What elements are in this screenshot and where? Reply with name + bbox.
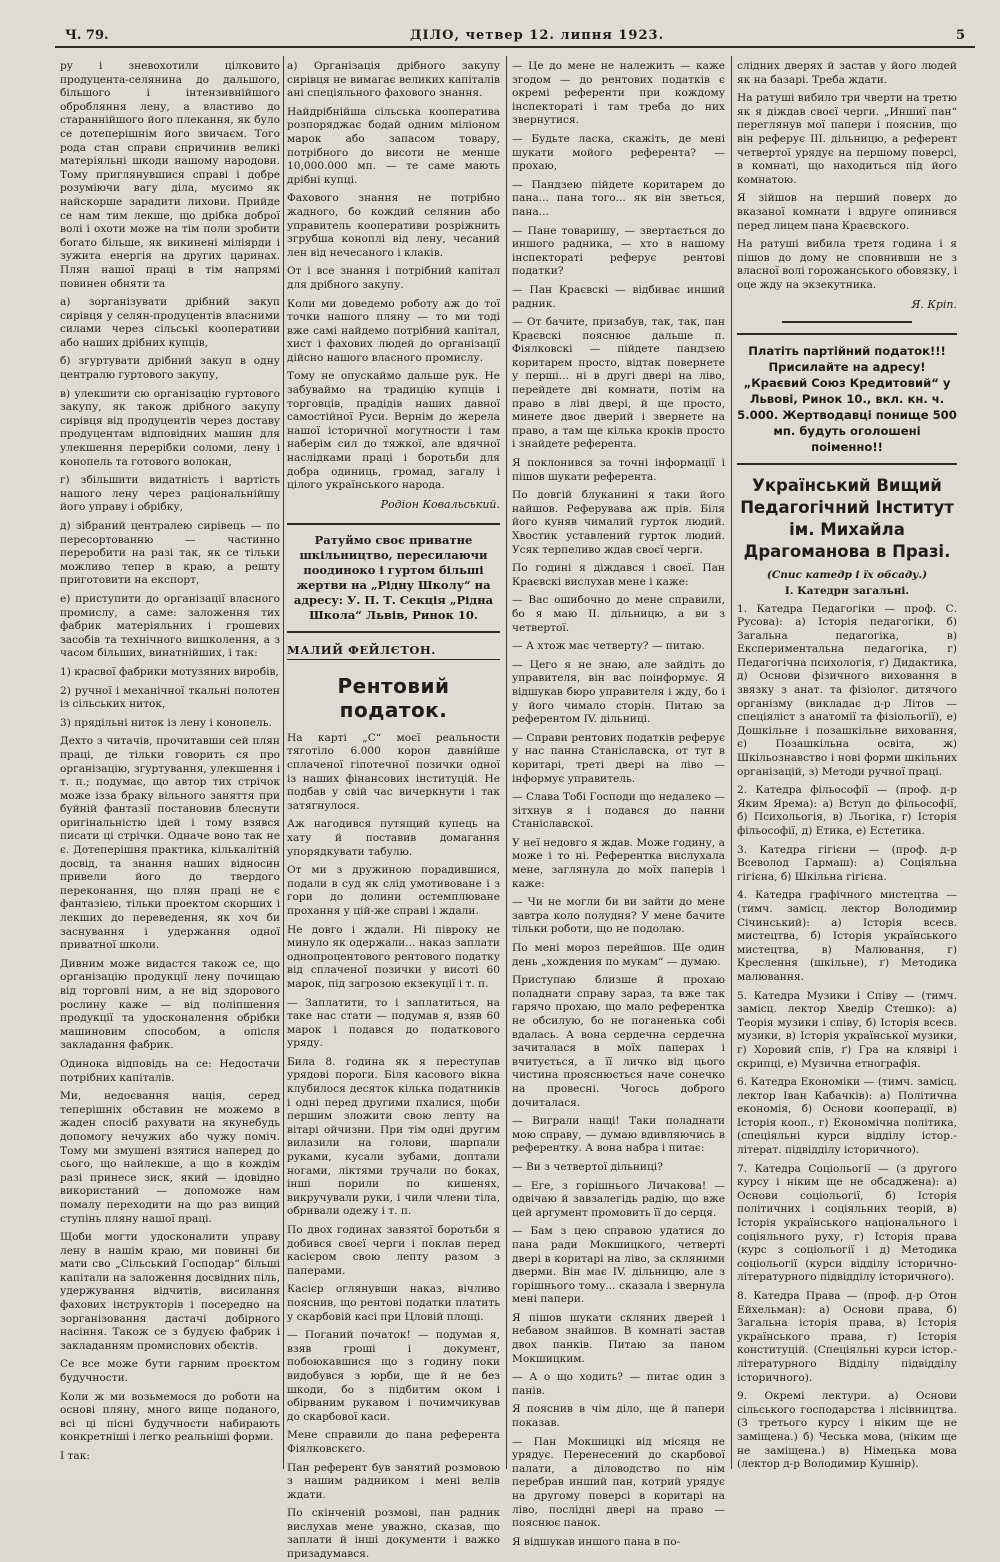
article-paragraph: — Еге, з горішнього Личакова! — одвічаю й завзалегідь радію, що вже цей аргумент промовить її до серця. — [512, 1179, 725, 1219]
article-headline: Рентовий податок. — [337, 673, 450, 722]
article-paragraph: От і все знання і потрібний капітал для дрібного закупу. — [287, 265, 500, 291]
article-paragraph: — От бачите, призабув, так, так, пан Краєвскі пояснює дальше п. Фіялковскі — пійдете пандзею коритарем просто, відтак повернете у перші... ні в другі двері на ліво, перейдете дві комнати, потім на право в ліві двері, й ще просто, минете двоє дверий і звернете на право, а там ще кілька кроків просто і знайдете референта. — [512, 316, 725, 451]
article-paragraph: Я зійшов на перший поверх до вказаної комнати і вдруге опинився перед лицем пана Краєвского. — [737, 192, 957, 232]
department-item: 3. Катедра гігієни — (проф. д-р Всеволод Гармаш): а) Соціяльна гігієна, б) Шкільна гігієна. — [737, 843, 957, 883]
article-paragraph: І так: — [60, 1450, 90, 1462]
article-paragraph: От ми з дружиною порадившися, подали в суд як слід умотивоване і з гори до долини остемплюване прохання у цій-же справі і ждали. — [287, 864, 500, 917]
article-paragraph: — Вас ошибочно до мене справили, бо я маю II. дільницю, а ви з четвертої. — [512, 594, 725, 634]
article-paragraph: — Поганий початок! — подумав я, взяв гроші і документ, побоюкавшися що з годину поки видобувся з юрби, ще й не без шкоди, бо з підбитим оком і обірваним рукавом і почимчикував до скарбової каси. — [287, 1329, 500, 1423]
party-tax-appeal: Платіть партійний податок!!! Присилайте на адресу! „Краєвий Союз Кредитовий“ у Львові, Ринок 10., вкл. кн. ч. 5.000. Жертводавці понище 500 мп. будуть оголошені поіменно!! — [737, 333, 957, 465]
article-paragraph: Аж нагодився путящий купець на хату й поставив домагання упорядкувати табулю. — [287, 818, 500, 858]
article-paragraph: а) Організація дрібного закупу сирівця не вимагає великих капіталів ані спеціяльного фахового знання. — [287, 60, 500, 100]
article-paragraph: д) зібраний централею сирівець — по пересортованню — частинно переробити на разі так, як се тільки можливо тепер в краю, а решту приготовити на експорт, — [60, 520, 280, 587]
department-item: 8. Катедра Права — (проф. д-р Отон Ейхельман): а) Основи права, б) Загальна історія права, в) Історія українського права, г) Історія конституцій. (Спеціяльні курси істор.-літературного Відділу підвідділу історичного). — [737, 1290, 957, 1384]
department-item: 6. Катедра Економіки — (тимч. замісц. лектор Іван Кабачків): а) Політична економія, б) Основи кооперації, в) Історія кооп., г) Економічна політика, (спеціяльні курси відділу істор.-літерат. підвідділу історичного). — [737, 1076, 957, 1157]
article-paragraph: Приступаю близше й прохаю поладнати справу зараз, та вже так гарячо прохаю, що мало референтка не обсилую, бо не поганенька собі вдалась. А вона сердечна сердечна зачиталася в моїх паперах і вчитується, а її личко від цього чистина прояснюється наче сонечко на провесні. Чогось доброго дочиталася. — [512, 974, 725, 1109]
article-paragraph: Касієр оглянувши наказ, вічливо пояснив, що рентові податки платить у скарбовій касі при Цловій площі. — [287, 1283, 500, 1323]
issue-number: Ч. 79. — [65, 28, 109, 43]
institute-section: І. Катедри загальні. — [784, 584, 910, 597]
author-signature: Я. Кріп. — [911, 297, 957, 311]
article-paragraph: — Це до мене не належить — каже згодом — до рентових податків є окремі референти при кождому інспектораті і там треба до них звернутися. — [512, 60, 725, 127]
appeal-box: Ратуймо своє приватне шкільництво, пересилаючи поодиноко і гуртом більші жертви на „Рідну Школу“ на адресу: У. П. Т. Секція „Рідна Школа“ Львів, Ринок 10. — [287, 523, 500, 633]
article-paragraph: — Справи рентових податків реферує у нас панна Станіславска, от тут в коритарі, треті двері на ліво — інформує управитель. — [512, 731, 725, 785]
article-paragraph: в) улекшити сю організацію гуртового закупу, як також дрібного закупу сирівця від продуцентів через доставу продуцентам відповідних машин для улекшення перерібки соломи, лену і конопель та готового волокан, — [60, 387, 280, 468]
article-paragraph: У неї недовго я ждав. Може годину, а може і то ні. Референтка вислухала мене, заглянула до моїх паперів і каже: — [512, 836, 725, 890]
article-paragraph: — Пандзею пійдете коритарем до пана... пана того... як він зветься, пана... — [512, 178, 725, 218]
article-paragraph: — Ви з четвертої дільниці? — [512, 1160, 663, 1173]
department-item: 4. Катедра графічного мистецтва — (тимч. замісц. лектор Володимир Січинський): а) Історія всесв. мистецтва, б) Історія українського мистецтва, в) Малювання, г) Креслення (шкільне), ґ) Методика малювання. — [737, 889, 957, 983]
article-paragraph: По двох годинах завзятої боротьби я добився своєї черги і поклав перед касієром свою лепту разом з паперами. — [287, 1224, 500, 1277]
column-2 — [287, 60, 500, 1561]
article-paragraph: — Цего я не знаю, але зайдіть до управителя, він вас поінформує. Я відшукав бюро управителя і жду, бо і у його чимало сторін. Питаю за референтом IV. дільниці. — [512, 658, 725, 726]
article-paragraph: По довгій блуканині я таки його найшов. Реферувава аж прів. Біля його куняв чималий гурток людий. Хвостик уставлений гурток людий. Усяк терпеливо ждав своєї черги. — [512, 489, 725, 556]
article-paragraph: — Будьте ласка, скажіть, де мені шукати мойого референта? — прохаю, — [512, 132, 725, 173]
department-item: 2. Катедра фільософії — (проф. д-р Яким Ярема): а) Вступ до фільософії, б) Психольогія, в) Льогіка, г) Історія фільософії, д) Етика, е) Естетика. — [737, 784, 957, 837]
column-divider — [506, 56, 507, 1469]
article-paragraph: На ратуші вибило три чверти на третю як я діждав своєї черги. „Иншиї пан“ переглянув мої папери і пояснив, що він реферує III. дільницю, а референт четвертої урядує на першому поверсі, в комнаті, що находиться під його комнатою. — [737, 92, 957, 186]
column-divider — [283, 56, 284, 1469]
article-paragraph: По годині я діждався і своєї. Пан Краєвскі вислухав мене і каже: — [512, 562, 725, 588]
article-paragraph: По скінченій розмові, пан радник вислухав мене уважно, сказав, що заплати й інші документи і важко призадумався. — [287, 1507, 500, 1561]
article-paragraph: Дехто з читачів, прочитавши сей плян праці, де тільки говорить ся про організацію, згуртування, улекшення і т. п.; подумає, що автор тих стрічок може ізза браку вільного заняття при буйній фантазії постановив блеснути оригінальністю ідей і тому взявся писати ці стрічки. Одначе воно так не є. Дотеперішня практика, кількалітній досвід, та знання наших відносин привели його до твердого переконання, що плян праці не є фантазією, тільки проектом скорших і лекших до переведення, як хоч би заснування і удержання одної приватної школи. — [60, 735, 280, 952]
article-paragraph: — Слава Тобі Господи що недалеко — зітхнув я і подався до панни Станіславскої. — [512, 791, 725, 831]
article-paragraph: ру і зневохотили цілковито продуцента-селянина до дальшого, більшого і інтензивнійшого обробляння лену, а властиво до стараннійшого його плекання, як було се дотеперішнім його звичаєм. Того рода стан справи спричинив великі матеріяльні шкоди нашому народови. Тому приглянувшися справі і добре розуміючи вагу діла, мусимо як найскорше зарадити лихови. Прийде се нам тим лекше, що дрібка доброї волі і охоти може на тім поли зробити богато більше, як викинені міліярди і зужита енергія на других царинах. Плян нашої праці в тім напрямі повинен обняти та — [60, 60, 280, 290]
department-item: 5. Катедра Музики і Співу — (тимч. замісц. лектор Хведір Стешко): а) Теорія музики і співу, б) Історія всесв. музики, в) Історія української музики, г) Хоровий спів, ґ) Гра на клявірі і скрипці, е) Музична етнографія. — [737, 989, 957, 1070]
author-signature: Родіон Ковальський. — [380, 497, 500, 511]
newspaper-title-date: ДІЛО, четвер 12. липня 1923. — [410, 28, 665, 43]
article-paragraph: Я пояснив в чім діло, ще й папери показав. — [512, 1403, 725, 1430]
article-paragraph: 2) ручної і механічної ткальні полотен із сільських ниток, — [60, 684, 280, 711]
institute-headline: Український Вищий Педагогічний Інститут ім. Михайла Драгоманова в Празі. — [740, 475, 954, 561]
article-paragraph: Дивним може видастся також се, що організацію продукції лену почищаю від торговлі ним, а не від здорового рослину каже — від поліпшення продукції та удосконалення обрібки машиновим способом, а опісля закладання фабрик. — [60, 957, 280, 1052]
article-paragraph: е) приступити до організації власного промислу, а саме: заложення тих фабрик матеріяльних і грошевих засобів та технічного вишколення, а з часом більших, винатнійших, і так: — [60, 592, 280, 660]
article-paragraph: Се все може бути гарним проєктом будучности. — [60, 1358, 280, 1385]
masthead — [55, 26, 975, 48]
article-paragraph: — Заплатити, то і заплатиться, на таке нас стати — подумав я, взяв 60 марок і подався до податкового уряду. — [287, 996, 500, 1050]
column-divider — [731, 56, 732, 1469]
column-1 — [60, 60, 280, 1467]
article-paragraph: — Чи не могли би ви зайти до мене завтра коло полудня? У мене бачите тільки роботи, що не подолаю. — [512, 896, 725, 936]
article-paragraph: Не довго і ждали. Ні півроку не минуло як одержали... наказ заплати однопроцентового рентового податку від сплаченої позички у висоті 60 марок, під загрозою екзекуції і т. п. — [287, 923, 500, 990]
article-paragraph: По мені мороз перейшов. Ще один день „хождения по мукам“ — думаю. — [512, 942, 725, 968]
department-item: 7. Катедра Соціольогії — (з другого курсу і ніким ще не обсаджена): а) Основи соціольогії, б) Історія політичних і соціяльних теорій, в) Історія українського національного і соціяльного руху, г) Історія права (курс з соціольогії і д) Методика соціольогії (курси відділу історично-літературного підвідділу історичного). — [737, 1162, 957, 1284]
article-paragraph: Фахового знання не потрібно жадного, бо кождий селянин або управитель кооперативи розріжнить згрубша коноплі від лену, чесаний лен від нечесаного і клаків. — [287, 192, 500, 259]
article-paragraph: На ратуші вибила третя година і я пішов до дому не сповнивши не з власної волі горожанського обовязку, і оце жду на экзекутника. — [737, 238, 957, 291]
institute-subtitle: (Спис катедр і їх обсаду.) — [766, 568, 928, 581]
article-paragraph: Я поклонився за точні інформації і пішов шукати референта. — [512, 457, 725, 483]
article-paragraph: Я пішов шукати скляних дверей і небавом знайшов. В комнаті застав двох панків. Питаю за паном Мокшицким. — [512, 1311, 725, 1365]
section-label: МАЛИЙ ФЕЙЛЄТОН. — [287, 643, 500, 660]
page-number: 5 — [955, 28, 965, 43]
article-paragraph: — Пан Мокшицкі від місяця не урядує. Перенесений до скарбової палати, а діловодство по нім перебрав инший пан, котрий урядує на другому поверсі в коритарі на ліво, послідні двері на право — пояснює панок. — [512, 1435, 725, 1530]
article-paragraph: Я відшукав иншого пана в по- — [512, 1535, 681, 1548]
article-paragraph: Коли ж ми возьмемося до роботи на основі пляну, много вище поданого, всі ці пісні будучности набирають конкретніші і легко реальніші форми. — [60, 1390, 280, 1444]
article-paragraph: 1) красвої фабрики мотузяних виробів, — [60, 665, 279, 678]
department-item: 1. Катедра Педагогіки — проф. С. Русова): а) Історія педагогіки, б) Загальна педагогіка, в) Експериментальна педагогіка, г) Педагогічна психологія, ґ) Дидактика, д) Основи фізичного виховання в звязку з анат. та фізіолог. дитячого організму (викладає д-р Літов — спеціяліст з анатомії та фізіольогії), е) Дошкільне і позашкільне виховання, є) Позашкільна освіта, ж) Шкільознавство і нові форми шкільних організацій, з) Методи ручної праці. — [737, 602, 957, 778]
article-paragraph: Пан референт був занятий розмовою з нашим радником і мені велів ждати. — [287, 1461, 500, 1501]
article-paragraph: — А хтож має четверту? — питаю. — [512, 640, 705, 653]
article-paragraph: — Бам з цею справою удатися до пана ради Мокшицкого, четверті двері в коритарі на ліво, за скляними дверми. Він має IV. дільницю, але з горішнього тому... сказала і звернула мені папери. — [512, 1225, 725, 1306]
article-paragraph: Мене справили до пана референта Фіялковскєго. — [287, 1429, 500, 1455]
article-paragraph: Ми, недоєвання нація, серед теперішніх обставин не можемо в жаден спосіб рахувати на якунебудь допомогу нечужих або чужу поміч. Тому ми змушені взятися наперед до сього, що найлекше, а що в кождім разі принесе зиск, який — ідовідно використаний — допоможе нам помалу переходити на що раз вищий ступінь пляну нашої праці. — [60, 1090, 280, 1225]
article-paragraph: На карті „С“ моєї реальности тяготіло 6.000 корон давнійше сплаченої гіпотечної позички одної із наших фінансових інституцій. Не подбав у свій час вичеркнути і так затягнулося. — [287, 731, 500, 812]
column-4 — [737, 60, 957, 1471]
article-paragraph: — Пан Краєвскі — відбиває инший радник. — [512, 283, 725, 310]
column-3 — [512, 60, 725, 1548]
article-paragraph: а) зорганізувати дрібний закуп сирівця у селян-продуцентів власними силами через сільські кооперативи або наших дрібних купців, — [60, 296, 280, 349]
article-paragraph: 3) прядільні ниток із лену і конопель. — [60, 716, 272, 729]
article-paragraph: слідних дверях й застав у його людей як на базарі. Треба ждати. — [737, 60, 957, 86]
article-paragraph: б) згуртувати дрібний закуп в одну централю гуртового закупу, — [60, 355, 280, 382]
article-paragraph: Коли ми доведемо роботу аж до тої точки нашого пляну — то ми тоді вже самі найдемо потрібний капітал, хист і фахових людей до організації дійсно нашого власного промислу. — [287, 297, 500, 364]
article-paragraph: — Пане товаришу, — звертається до иншого радника, — хто в нашому інспектораті реферує рентові податки? — [512, 224, 725, 278]
article-paragraph: г) збільшити видатність і вартість нашого лену через раціональнійшу його управу і обрібку, — [60, 474, 280, 514]
article-paragraph: Щоби могти удосконалити управу лену в нашім краю, ми повинні би мати сво „Сільський Господар“ більші капітали на заложення досвідних піль, удержування відчитів, висилання фахових інструкторів і посередно на зорганізовання дастачі добірного насіння. Також се з будуєю фабрик і закладанням промислових обєктів. — [60, 1231, 280, 1352]
article-paragraph: — А о що ходить? — питає один з панів. — [512, 1371, 725, 1397]
department-item: 9. Окремі лектури. а) Основи сільського господарства і лісівництва. (З третього курсу і ніким ще не заміщена.) б) Чеська мова, (ніким ще не заміщена.) в) Німецька мова (лектор д-р Володимир Кушнір). — [737, 1390, 957, 1471]
article-paragraph: Била 8. година як я переступав урядові пороги. Біля касового вікна клубилося десяток кілька податників і одні перед другими пхалися, щоби першим зложити свою лепту на вітарі ойчизни. При тім одні другим вилазили на голови, шарпали руками, кусали зубами, доптали ногами, ліктями тручали по боках, інші порили по кишенях, викручували руки, і чили члени тіла, обривали одежу і т. п. — [287, 1055, 500, 1218]
article-paragraph: Тому не опускаймо дальше рук. Не забуваймо на традицію купців і торговців, прадідів наших давної самостійної Руси. Вернім до жерела нашої історичної могутности і там наберім сил до тяжкої, але вдячної наслідками праці і боротьби для добра одиниць, громад, загалу і цілого українського народа. — [287, 370, 500, 492]
article-paragraph: Одинока відповідь на се: Недостачи потрібних капіталів. — [60, 1057, 280, 1084]
article-paragraph: — Виграли нащі! Таки поладнати мою справу, — думаю вдивляючись в референтку. А вона набра і питає: — [512, 1115, 725, 1155]
divider-rule — [782, 321, 912, 323]
article-paragraph: Найдрібнійша сільська кооператива розпоряджає бодай одним міліоном марок або запасом товару, потрібного до висоти не менше 10,000.000 мп. — те саме мають дрібні купці. — [287, 105, 500, 186]
